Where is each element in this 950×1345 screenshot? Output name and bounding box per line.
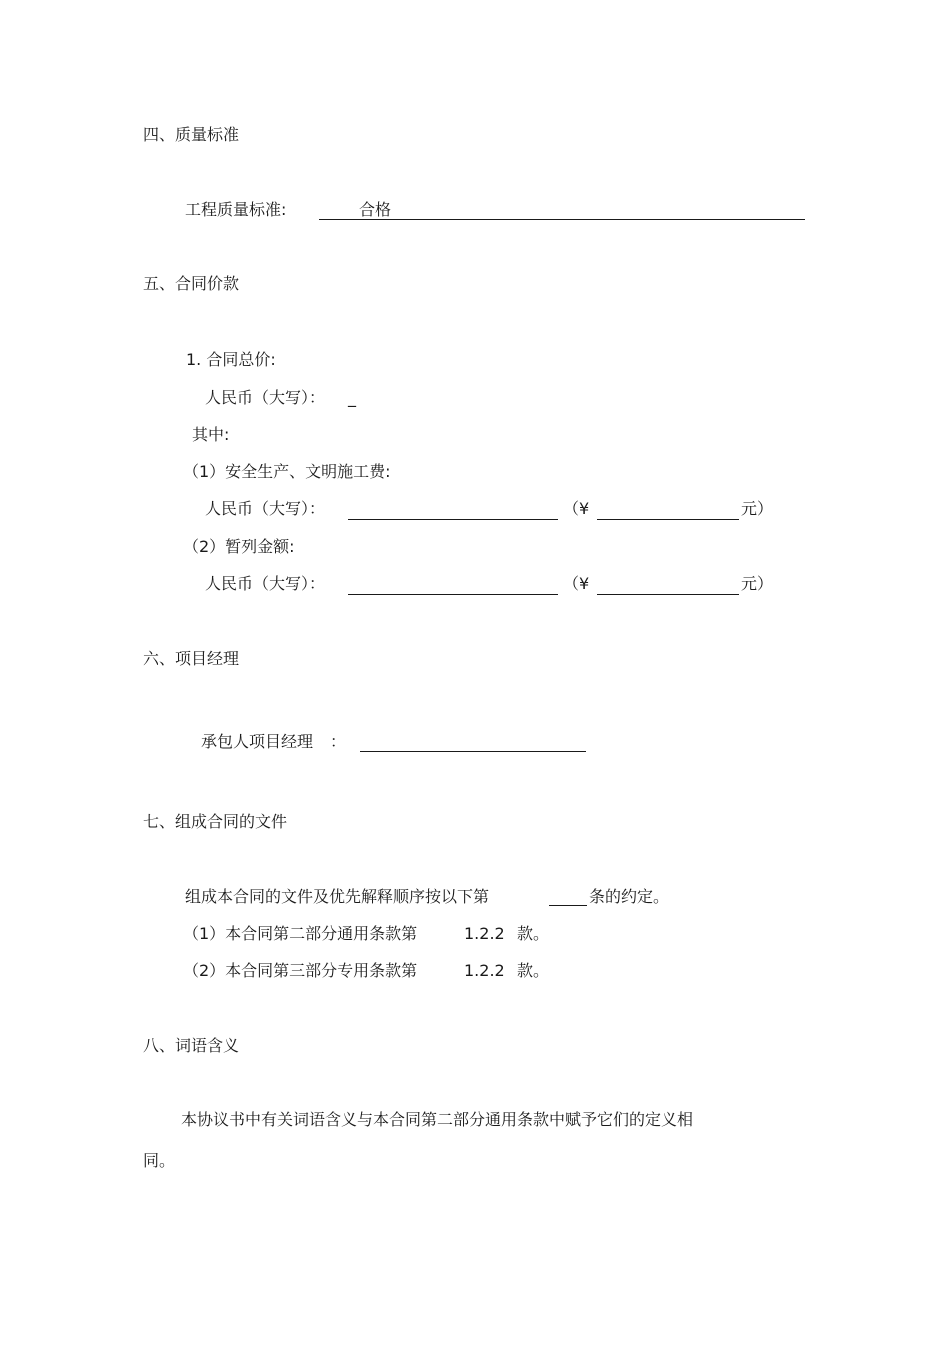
section-4-heading: 四、质量标准 [143, 125, 240, 144]
contract-total-label: 1. 合同总价: [186, 350, 276, 369]
project-manager-label: 承包人项目经理 [201, 732, 314, 751]
special-terms-clause: 1.2.2 [464, 961, 505, 980]
provisional-sum-yen-open: （¥ [563, 574, 590, 593]
special-terms-suffix: 款。 [517, 961, 550, 980]
documents-intro-text: 组成本合同的文件及优先解释顺序按以下第 [185, 887, 490, 906]
quality-standard-value: 合格 [359, 200, 392, 219]
safety-fee-rmb-underline [348, 519, 558, 520]
section-7-heading: 七、组成合同的文件 [143, 812, 288, 831]
total-rmb-label: 人民币（大写）： [205, 388, 326, 407]
special-terms-text: （2）本合同第三部分专用条款第 [183, 961, 418, 980]
section-8-heading: 八、词语含义 [143, 1036, 240, 1055]
provisional-sum-rmb-label: 人民币（大写）： [205, 574, 326, 593]
quality-standard-label: 工程质量标准: [185, 200, 287, 219]
provisional-sum-rmb-underline [348, 594, 558, 595]
provisional-sum-yuan-close: 元） [741, 574, 774, 593]
general-terms-clause: 1.2.2 [464, 924, 505, 943]
total-rmb-value: _ [348, 388, 356, 407]
safety-fee-rmb-label: 人民币（大写）： [205, 499, 326, 518]
documents-clause-underline [549, 905, 587, 906]
definitions-paragraph-line-1: 本协议书中有关词语含义与本合同第二部分通用条款中赋予它们的定义相 [181, 1110, 694, 1129]
provisional-sum-yen-underline [597, 594, 739, 595]
quality-standard-underline [319, 219, 805, 220]
documents-intro-suffix: 条的约定。 [589, 887, 670, 906]
general-terms-suffix: 款。 [517, 924, 550, 943]
project-manager-underline [360, 751, 586, 752]
safety-fee-label: （1）安全生产、文明施工费: [183, 462, 391, 481]
safety-fee-yen-open: （¥ [563, 499, 590, 518]
of-which-label: 其中: [192, 425, 230, 444]
project-manager-colon: ： [330, 732, 347, 751]
section-5-heading: 五、合同价款 [143, 274, 240, 293]
provisional-sum-label: （2）暂列金额: [183, 537, 295, 556]
safety-fee-yuan-close: 元） [741, 499, 774, 518]
general-terms-text: （1）本合同第二部分通用条款第 [183, 924, 418, 943]
definitions-paragraph-line-2: 同。 [143, 1151, 176, 1170]
safety-fee-yen-underline [597, 519, 739, 520]
section-6-heading: 六、项目经理 [143, 649, 240, 668]
